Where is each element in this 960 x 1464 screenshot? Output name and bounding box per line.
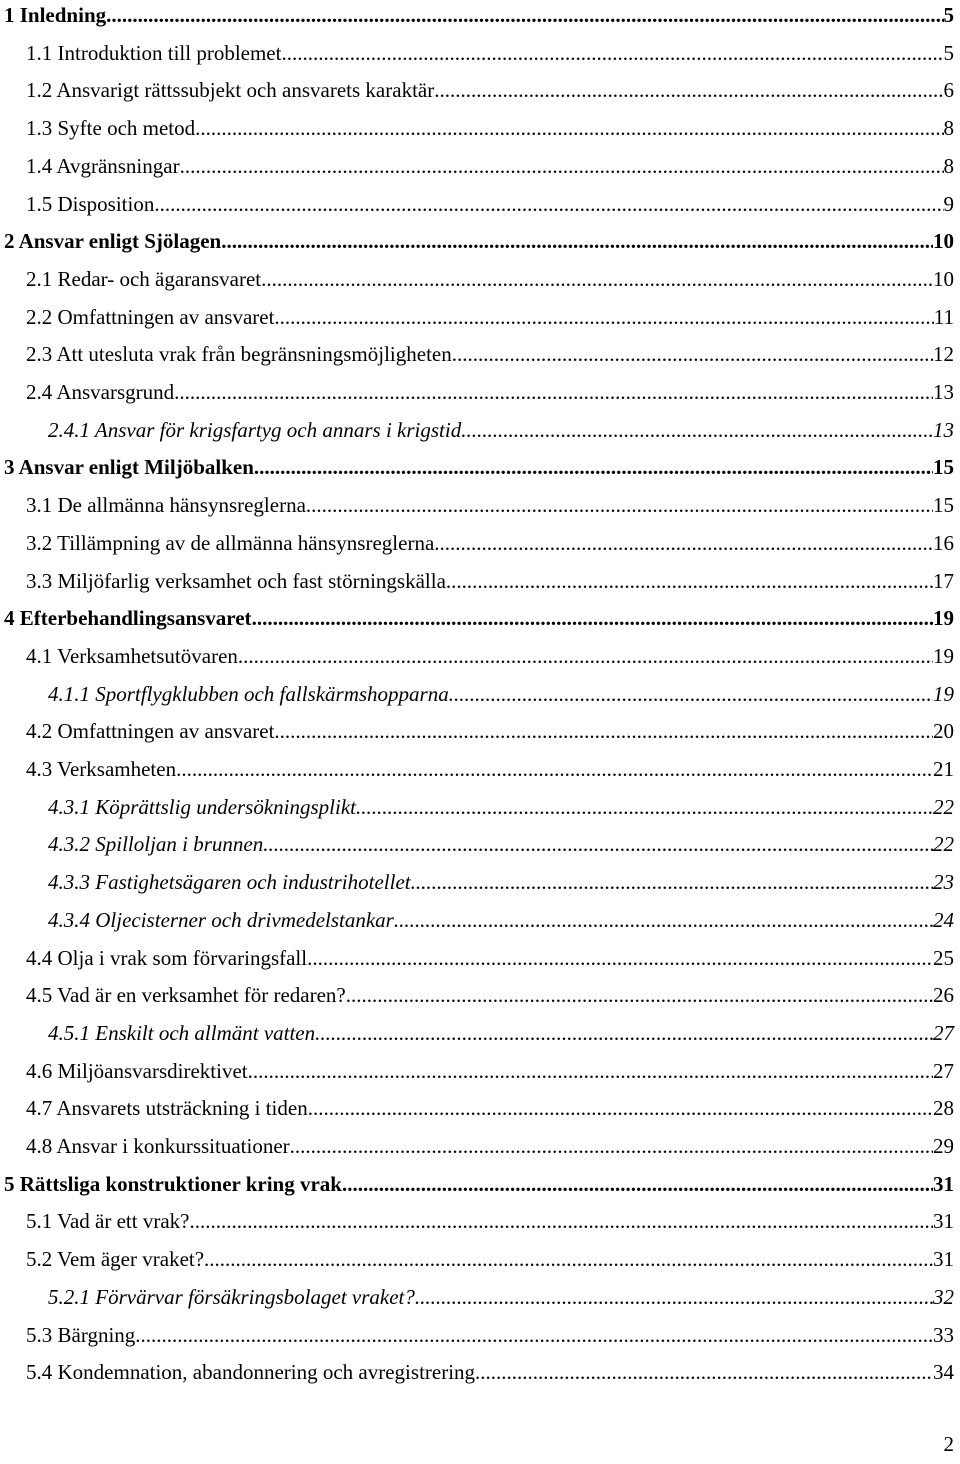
- toc-entry-page: 26: [933, 983, 954, 1008]
- page-number: 2: [943, 1432, 954, 1456]
- toc-entry-title: 4.1.1 Sportflygklubben och fallskärmshopparna: [48, 681, 449, 706]
- toc-entry-page: 22: [933, 832, 954, 857]
- toc-entry-title: 3 Ansvar enligt Miljöbalken: [4, 455, 254, 480]
- toc-entry[interactable]: [26, 1357, 954, 1387]
- toc-dot-leader: [315, 1018, 933, 1048]
- toc-entry-page: 19: [933, 606, 954, 631]
- toc-dot-leader: [106, 0, 943, 30]
- toc-entry-page: 11: [933, 304, 954, 329]
- toc-entry-title: 2.3 Att utesluta vrak från begränsningsmöjligheten: [26, 342, 452, 367]
- toc-entry[interactable]: [26, 716, 954, 746]
- toc-entry[interactable]: [48, 679, 954, 709]
- toc-entry-title: 1.1 Introduktion till problemet: [26, 40, 282, 65]
- toc-entry-title: 1.5 Disposition: [26, 191, 155, 216]
- toc-entry[interactable]: [26, 1244, 954, 1274]
- toc-entry-page: 19: [933, 643, 954, 668]
- toc-entry-title: 1.4 Avgränsningar: [26, 153, 180, 178]
- toc-entry[interactable]: [26, 339, 954, 369]
- toc-entry-title: 4 Efterbehandlingsansvaret: [4, 606, 252, 631]
- toc-entry[interactable]: [26, 980, 954, 1010]
- toc-dot-leader: [446, 566, 933, 596]
- toc-entry[interactable]: [48, 905, 954, 935]
- toc-dot-leader: [221, 226, 933, 256]
- toc-entry-title: 4.5 Vad är en verksamhet för redaren?: [26, 983, 346, 1008]
- toc-entry-title: 3.3 Miljöfarlig verksamhet och fast störningskälla: [26, 568, 446, 593]
- toc-entry-title: 5.2.1 Förvärvar försäkringsbolaget vraket?: [48, 1284, 415, 1309]
- toc-entry-title: 2 Ansvar enligt Sjölagen: [4, 229, 222, 254]
- toc-entry-page: 12: [933, 342, 954, 367]
- toc-dot-leader: [290, 1131, 933, 1161]
- toc-dot-leader: [195, 113, 943, 143]
- toc-entry[interactable]: [26, 189, 954, 219]
- toc-entry[interactable]: [4, 0, 954, 30]
- toc-dot-leader: [189, 1206, 933, 1236]
- toc-entry-title: 4.4 Olja i vrak som förvaringsfall: [26, 945, 308, 970]
- toc-entry[interactable]: [4, 603, 954, 633]
- toc-dot-leader: [174, 377, 933, 407]
- toc-dot-leader: [135, 1320, 933, 1350]
- toc-entry-page: 32: [933, 1284, 954, 1309]
- toc-entry-page: 34: [933, 1360, 954, 1385]
- toc-entry[interactable]: [26, 1206, 954, 1236]
- toc-entry-title: 4.2 Omfattningen av ansvaret: [26, 719, 275, 744]
- toc-entry-page: 9: [943, 191, 954, 216]
- toc-entry[interactable]: [26, 490, 954, 520]
- toc-entry-page: 13: [933, 417, 954, 442]
- toc-entry[interactable]: [48, 792, 954, 822]
- toc-entry-page: 13: [933, 380, 954, 404]
- toc-dot-leader: [238, 641, 933, 671]
- toc-entry[interactable]: [26, 38, 954, 68]
- toc-entry-title: 1 Inledning: [4, 3, 107, 27]
- toc-dot-leader: [475, 1357, 933, 1387]
- toc-entry-page: 17: [933, 568, 954, 593]
- toc-entry[interactable]: [26, 264, 954, 294]
- toc-entry-title: 3.2 Tillämpning av de allmänna hänsynsreglerna: [26, 530, 435, 555]
- toc-dot-leader: [154, 189, 943, 219]
- toc-dot-leader: [308, 1093, 933, 1123]
- toc-entry[interactable]: [26, 113, 954, 143]
- toc-entry[interactable]: [26, 641, 954, 671]
- toc-entry[interactable]: [48, 1018, 954, 1048]
- toc-entry-title: 4.7 Ansvarets utsträckning i tiden: [26, 1096, 308, 1121]
- toc-entry-title: 4.1 Verksamhetsutövaren: [26, 643, 238, 668]
- toc-dot-leader: [204, 1244, 933, 1274]
- toc-entry-title: 3.1 De allmänna hänsynsreglerna: [26, 493, 306, 518]
- toc-entry-page: 29: [933, 1134, 954, 1158]
- toc-entry-title: 2.4 Ansvarsgrund: [26, 380, 175, 404]
- toc-entry-page: 22: [933, 794, 954, 819]
- toc-dot-leader: [346, 980, 933, 1010]
- toc-entry-page: 5: [943, 40, 954, 65]
- toc-entry-page: 8: [943, 116, 954, 141]
- toc-entry-page: 31: [933, 1209, 954, 1234]
- toc-entry-page: 10: [933, 229, 954, 254]
- toc-dot-leader: [254, 452, 933, 482]
- toc-entry-page: 33: [933, 1322, 954, 1347]
- toc-entry-title: 4.8 Ansvar i konkurssituationer: [26, 1134, 290, 1158]
- toc-dot-leader: [274, 302, 933, 332]
- toc-entry-page: 27: [933, 1020, 954, 1045]
- toc-dot-leader: [434, 528, 933, 558]
- toc-entry-page: 8: [943, 153, 954, 178]
- toc-entry-title: 4.3.1 Köprättslig undersökningsplikt: [48, 794, 357, 819]
- toc-entry-title: 4.3 Verksamheten: [26, 757, 177, 781]
- toc-dot-leader: [449, 679, 933, 709]
- toc-entry-title: 2.2 Omfattningen av ansvaret: [26, 304, 275, 329]
- toc-dot-leader: [180, 151, 944, 181]
- toc-entry-page: 24: [933, 907, 954, 932]
- toc-entry[interactable]: [26, 75, 954, 105]
- toc-entry[interactable]: [26, 566, 954, 596]
- toc-entry[interactable]: [26, 1093, 954, 1123]
- toc-entry-page: 15: [933, 493, 954, 518]
- toc-entry-page: 16: [933, 530, 954, 555]
- toc-entry-title: 5.2 Vem äger vraket?: [26, 1247, 205, 1272]
- toc-entry[interactable]: [26, 1320, 954, 1350]
- toc-dot-leader: [342, 1169, 933, 1199]
- toc-dot-leader: [307, 943, 933, 973]
- toc-entry-title: 5.4 Kondemnation, abandonnering och avregistrering: [26, 1360, 476, 1385]
- toc-dot-leader: [274, 716, 933, 746]
- toc-dot-leader: [252, 603, 933, 633]
- toc-entry-title: 5 Rättsliga konstruktioner kring vrak: [4, 1171, 342, 1196]
- toc-dot-leader: [306, 490, 933, 520]
- toc-dot-leader: [461, 415, 933, 445]
- toc-dot-leader: [248, 1056, 933, 1086]
- toc-entry-page: 27: [933, 1058, 954, 1083]
- toc-entry-page: 10: [933, 266, 954, 291]
- toc-entry-page: 25: [933, 945, 954, 970]
- toc-dot-leader: [434, 75, 943, 105]
- toc-dot-leader: [263, 829, 933, 859]
- toc-entry[interactable]: [26, 528, 954, 558]
- toc-entry[interactable]: [26, 754, 954, 784]
- toc-entry-page: 19: [933, 681, 954, 706]
- toc-entry-title: 1.3 Syfte och metod: [26, 116, 196, 141]
- toc-entry-title: 2.4.1 Ansvar för krigsfartyg och annars i krigstid: [48, 417, 462, 442]
- toc-dot-leader: [281, 38, 943, 68]
- toc-dot-leader: [411, 867, 933, 897]
- toc-entry-title: 4.6 Miljöansvarsdirektivet: [26, 1058, 248, 1083]
- toc-entry[interactable]: [4, 452, 954, 482]
- toc-entry-title: 4.3.4 Oljecisterner och drivmedelstankar: [48, 907, 394, 932]
- toc-entry[interactable]: [26, 151, 954, 181]
- toc-entry-page: 5: [943, 3, 954, 27]
- toc-entry-title: 5.3 Bärgning: [26, 1322, 136, 1347]
- toc-entry[interactable]: [26, 943, 954, 973]
- toc-entry-title: 4.5.1 Enskilt och allmänt vatten: [48, 1020, 316, 1045]
- toc-entry[interactable]: [48, 829, 954, 859]
- toc-entry-title: 1.2 Ansvarigt rättssubjekt och ansvarets karaktär: [26, 78, 435, 103]
- toc-entry-page: 6: [943, 78, 954, 103]
- toc-dot-leader: [356, 792, 933, 822]
- toc-entry-page: 20: [933, 719, 954, 744]
- toc-entry[interactable]: [48, 1282, 954, 1312]
- toc-dot-leader: [176, 754, 933, 784]
- toc-entry[interactable]: [48, 415, 954, 445]
- toc-entry[interactable]: [26, 302, 954, 332]
- toc-entry[interactable]: [48, 867, 954, 897]
- toc-entry-title: 2.1 Redar- och ägaransvaret: [26, 266, 262, 291]
- toc-entry-page: 31: [933, 1247, 954, 1272]
- toc-dot-leader: [394, 905, 933, 935]
- toc-entry[interactable]: [26, 1056, 954, 1086]
- toc-dot-leader: [261, 264, 933, 294]
- toc-entry-title: 4.3.2 Spilloljan i brunnen: [48, 832, 264, 857]
- toc-entry-page: 28: [933, 1096, 954, 1121]
- toc-entry-page: 21: [933, 757, 954, 781]
- toc-entry-page: 15: [933, 455, 954, 480]
- toc-entry-page: 31: [933, 1171, 954, 1196]
- toc-entry[interactable]: [4, 226, 954, 256]
- toc-dot-leader: [415, 1282, 933, 1312]
- toc-entry-title: 4.3.3 Fastighetsägaren och industrihotellet: [48, 870, 411, 895]
- toc-entry-page: 23: [933, 870, 954, 895]
- toc-entry[interactable]: [26, 1131, 954, 1161]
- toc-entry-title: 5.1 Vad är ett vrak?: [26, 1209, 190, 1234]
- toc-entry[interactable]: [4, 1169, 954, 1199]
- toc-dot-leader: [452, 339, 933, 369]
- toc-entry[interactable]: [26, 377, 954, 407]
